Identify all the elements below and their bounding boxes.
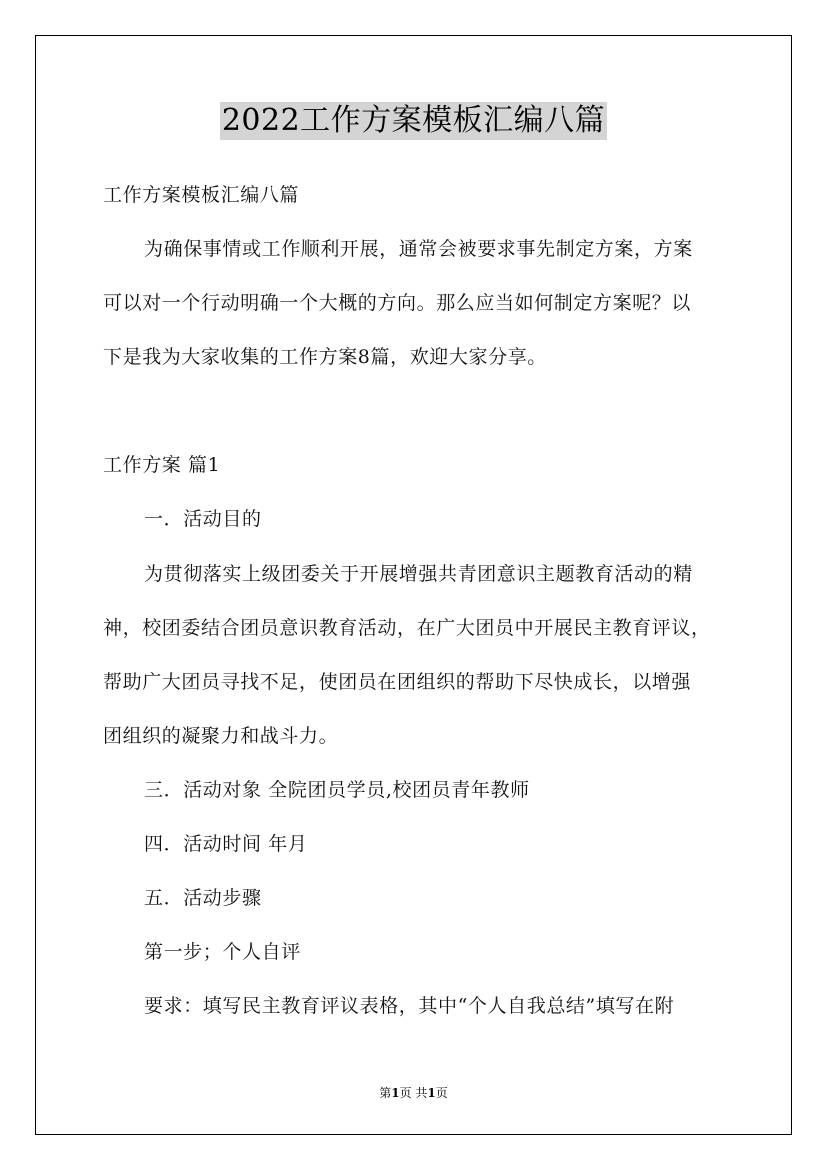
footer-page-prefix: 第 <box>379 1086 392 1100</box>
item5-text: 五．活动步骤 <box>144 887 262 909</box>
intro-line-1: 为确保事情或工作顺利开展，通常会被要求事先制定方案，方案 <box>144 238 693 260</box>
document-title: 2022工作方案模板汇编八篇 <box>221 103 606 138</box>
page-footer <box>0 1085 827 1101</box>
item4-text: 四．活动时间 年月 <box>144 833 308 855</box>
step1-text: 第一步；个人自评 <box>144 941 301 963</box>
item1-body-line-3: 帮助广大团员寻找不足，使团员在团组织的帮助下尽快成长，以增强 <box>103 671 692 693</box>
intro-line-3: 下是我为大家收集的工作方案8篇，欢迎大家分享。 <box>103 346 547 368</box>
item1-body-line-4: 团组织的凝聚力和战斗力。 <box>103 725 339 747</box>
item1-heading: 一．活动目的 <box>144 508 262 530</box>
footer-page-mid: 页 共 <box>399 1086 428 1100</box>
requirement-text: 要求：填写民主教育评议表格，其中“个人自我总结”填写在附 <box>144 995 675 1017</box>
footer-page-current: 1 <box>391 1086 400 1100</box>
item1-body-line-1: 为贯彻落实上级团委关于开展增强共青团意识主题教育活动的精 <box>144 563 693 585</box>
footer-page-total: 1 <box>427 1086 436 1100</box>
title-container <box>0 102 827 140</box>
intro-line-2: 可以对一个行动明确一个大概的方向。那么应当如何制定方案呢？以 <box>103 292 692 314</box>
document-subtitle: 工作方案模板汇编八篇 <box>103 184 300 206</box>
item3-text: 三．活动对象 全院团员学员,校团员青年教师 <box>144 779 530 801</box>
footer-page-suffix: 页 <box>435 1086 448 1100</box>
section-heading: 工作方案 篇1 <box>103 454 221 476</box>
item1-body-line-2: 神，校团委结合团员意识教育活动，在广大团员中开展民主教育评议， <box>103 617 711 639</box>
